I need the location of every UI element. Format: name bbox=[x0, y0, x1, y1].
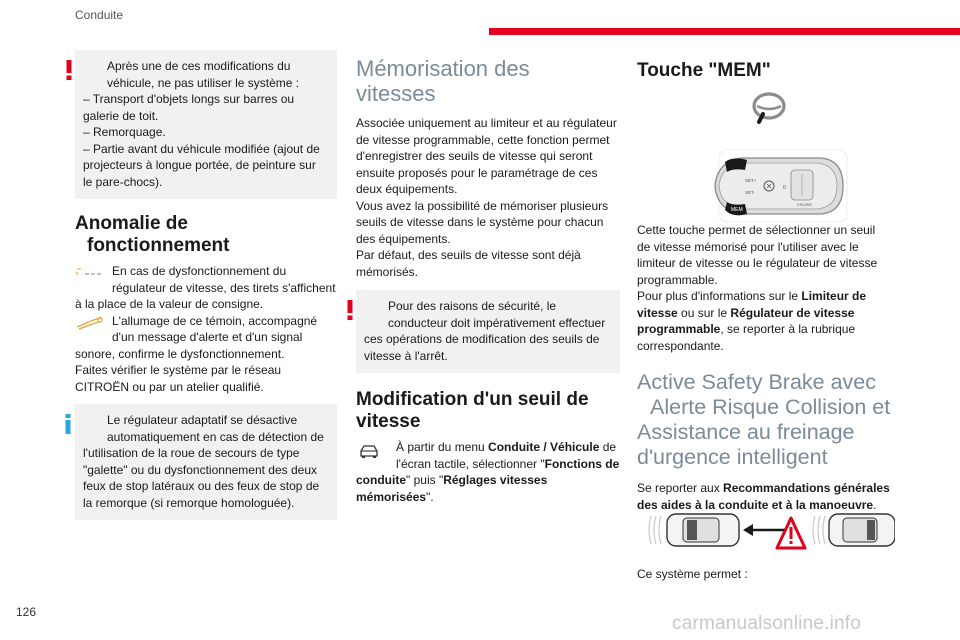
paragraph-line: Vous avez la possibilité de mémoriser plusieurs bbox=[356, 198, 609, 213]
paragraph-line: Par défaut, des seuils de vitesse sont déjà bbox=[356, 248, 581, 262]
warning-line: projecteurs à longue portée, de peinture sur bbox=[83, 158, 316, 172]
column-3 bbox=[637, 60, 899, 581]
section-title-anomalie bbox=[75, 213, 337, 257]
warning-line: galerie de toit. bbox=[83, 108, 159, 123]
paragraph-line: ensuite proposés pour le paramétrage de ces bbox=[356, 165, 598, 180]
menu-path: Conduite / Véhicule bbox=[488, 440, 600, 454]
info-icon bbox=[65, 414, 71, 434]
section-title-line: Assistance au freinage bbox=[637, 420, 855, 444]
info-line: automatiquement en cas de détection de bbox=[107, 429, 324, 444]
paragraph-line: Cette touche permet de sélectionner un seuil bbox=[637, 223, 876, 237]
menu-item: Réglages vitesses bbox=[443, 473, 548, 487]
warning-line: Pour des raisons de sécurité, le bbox=[388, 299, 557, 313]
section-title-modification bbox=[356, 389, 620, 433]
anomaly-paragraph-1 bbox=[75, 263, 337, 296]
warning-line: ces opérations de modification des seuils de bbox=[364, 332, 600, 346]
cross-reference: Régulateur de vitesse bbox=[730, 305, 855, 320]
info-line: l'utilisation de la roue de secours de type bbox=[83, 446, 300, 460]
paragraph-line: En cas de dysfonctionnement du bbox=[112, 264, 287, 278]
section-title-line: vitesse bbox=[356, 411, 421, 432]
paragraph-line: sonore, confirme le dysfonctionnement. bbox=[75, 346, 285, 361]
paragraph-line: CITROËN ou par un atelier qualifié. bbox=[75, 379, 264, 394]
stalk-label-zero: 0 bbox=[783, 185, 786, 191]
header-title: Conduite bbox=[75, 8, 124, 22]
paragraph-line: Faites vérifier le système par le réseau bbox=[75, 363, 282, 377]
warning-exclamation-icon bbox=[65, 60, 73, 80]
paragraph-line: d'enregistrer des seuils de vitesse qui seront bbox=[356, 149, 593, 163]
warning-line: – Partie avant du véhicule modifiée (ajout de bbox=[83, 141, 320, 156]
memorisation-paragraph bbox=[356, 115, 620, 280]
stalk-label-cruise: CRUISE bbox=[797, 202, 813, 207]
warning-line: – Transport d'objets longs sur barres ou bbox=[83, 92, 295, 106]
paragraph-line bbox=[396, 439, 620, 456]
cross-reference: vitesse bbox=[637, 305, 678, 320]
paragraph-line: de vitesse mémorisé pour l'utiliser avec le bbox=[637, 239, 859, 254]
text-run: . bbox=[873, 497, 877, 512]
paragraph-line bbox=[637, 321, 899, 338]
text-run: À partir du menu bbox=[396, 440, 489, 454]
section-title-line: Mémorisation des bbox=[356, 56, 530, 81]
paragraph-line: à la place de la valeur de consigne. bbox=[75, 297, 264, 311]
text-run: ". bbox=[426, 489, 434, 504]
cruise-stalk-icon bbox=[709, 148, 849, 224]
paragraph-line bbox=[637, 480, 899, 497]
menu-item: mémorisées bbox=[356, 489, 427, 504]
warning-box-safety bbox=[356, 290, 620, 373]
section-title-memorisation bbox=[356, 56, 620, 106]
paragraph-line: deux équipements. bbox=[356, 182, 458, 196]
header-accent-bar bbox=[489, 28, 960, 35]
section-title-line: vitesses bbox=[356, 81, 436, 106]
section-title-line: fonctionnement bbox=[87, 235, 230, 256]
mem-paragraph bbox=[637, 222, 899, 513]
section-title-line: d'urgence intelligent bbox=[637, 445, 828, 469]
cross-reference: des aides à la conduite et à la manoeuvre bbox=[637, 497, 874, 512]
text-run: Se reporter aux bbox=[637, 481, 724, 495]
cruise-warning-lamp-icon bbox=[75, 315, 105, 331]
paragraph-line bbox=[356, 489, 620, 506]
section-title-line: Modification d'un seuil de bbox=[356, 389, 589, 410]
column-2 bbox=[356, 56, 620, 505]
info-line: "galette" ou du dysfonctionnement des deux bbox=[83, 462, 318, 477]
paragraph-line: régulateur de vitesse, des tirets s'affichent bbox=[112, 280, 336, 295]
warning-box-modifications bbox=[75, 50, 337, 199]
paragraph-line: Associée uniquement au limiteur et au régulateur bbox=[356, 116, 617, 130]
info-box-adaptive bbox=[75, 404, 337, 520]
menu-item: Fonctions de bbox=[544, 456, 620, 471]
cross-reference: Limiteur de bbox=[801, 289, 867, 303]
car-menu-icon bbox=[358, 443, 380, 459]
text-run: " puis " bbox=[406, 473, 444, 487]
paragraph-line bbox=[356, 472, 620, 489]
page-number: 126 bbox=[16, 605, 37, 619]
modification-paragraph bbox=[356, 439, 620, 472]
paragraph-line: limiteur de vitesse ou le régulateur de vitesse bbox=[637, 256, 878, 270]
section-title-line: Alerte Risque Collision et bbox=[650, 395, 891, 419]
warning-line: Après une de ces modifications du bbox=[107, 59, 291, 73]
section-title-line: Active Safety Brake avec bbox=[637, 370, 876, 394]
paragraph-line bbox=[396, 456, 620, 473]
column-1 bbox=[75, 50, 337, 520]
info-line: la remorque (si remorque homologuée). bbox=[83, 495, 295, 510]
paragraph-line: Ce système permet : bbox=[637, 567, 748, 581]
paragraph-line: L'allumage de ce témoin, accompagné bbox=[112, 313, 318, 328]
warning-line: véhicule, ne pas utiliser le système : bbox=[107, 75, 300, 90]
paragraph-line: d'un message d'alerte et d'un signal bbox=[112, 330, 303, 344]
cross-reference: programmable bbox=[637, 322, 721, 336]
menu-item: conduite bbox=[356, 473, 406, 487]
watermark: carmanualsonline.info bbox=[672, 613, 862, 634]
stalk-label-set-minus: SET- bbox=[745, 190, 756, 195]
paragraph-line: correspondante. bbox=[637, 338, 724, 353]
paragraph-line: programmable. bbox=[637, 272, 718, 287]
stalk-label-mem: MEM bbox=[731, 207, 743, 213]
section-title-asb bbox=[637, 370, 899, 470]
warning-line: conducteur doit impérativement effectuer bbox=[388, 315, 606, 330]
paragraph-line: des équipements. bbox=[356, 231, 451, 246]
section-title-line: Anomalie de bbox=[75, 213, 188, 234]
warning-line: le pare-chocs). bbox=[83, 174, 163, 189]
text-run: l'écran tactile, sélectionner " bbox=[396, 456, 545, 471]
text-run: de bbox=[599, 440, 617, 454]
paragraph-line: mémorisés. bbox=[356, 264, 419, 279]
section-title-mem: Touche "MEM" bbox=[637, 60, 771, 81]
text-run: , se reporter à la rubrique bbox=[720, 322, 856, 336]
dashes-display-icon bbox=[75, 266, 105, 278]
warning-exclamation-icon bbox=[346, 300, 354, 320]
stalk-label-set-plus: SET+ bbox=[745, 178, 757, 183]
anomaly-paragraph-2 bbox=[75, 313, 337, 346]
collision-alert-cars-icon bbox=[645, 506, 895, 554]
info-line: Le régulateur adaptatif se désactive bbox=[107, 413, 298, 427]
warning-line: – Remorquage. bbox=[83, 125, 166, 139]
steering-wheel-icon bbox=[749, 92, 789, 126]
text-run: Pour plus d'informations sur le bbox=[637, 289, 802, 303]
text-run: ou sur le bbox=[677, 305, 731, 320]
cross-reference: Recommandations générales bbox=[723, 481, 890, 495]
warning-line: vitesse à l'arrêt. bbox=[364, 348, 448, 363]
paragraph-line: seuils de vitesse dans le système pour chacun bbox=[356, 215, 604, 229]
paragraph-line: de vitesse programmable, cette fonction permet bbox=[356, 132, 610, 147]
paragraph-line bbox=[637, 288, 899, 305]
paragraph-line bbox=[637, 305, 899, 322]
info-line: feux de stop latéraux ou des feux de stop de bbox=[83, 479, 320, 493]
